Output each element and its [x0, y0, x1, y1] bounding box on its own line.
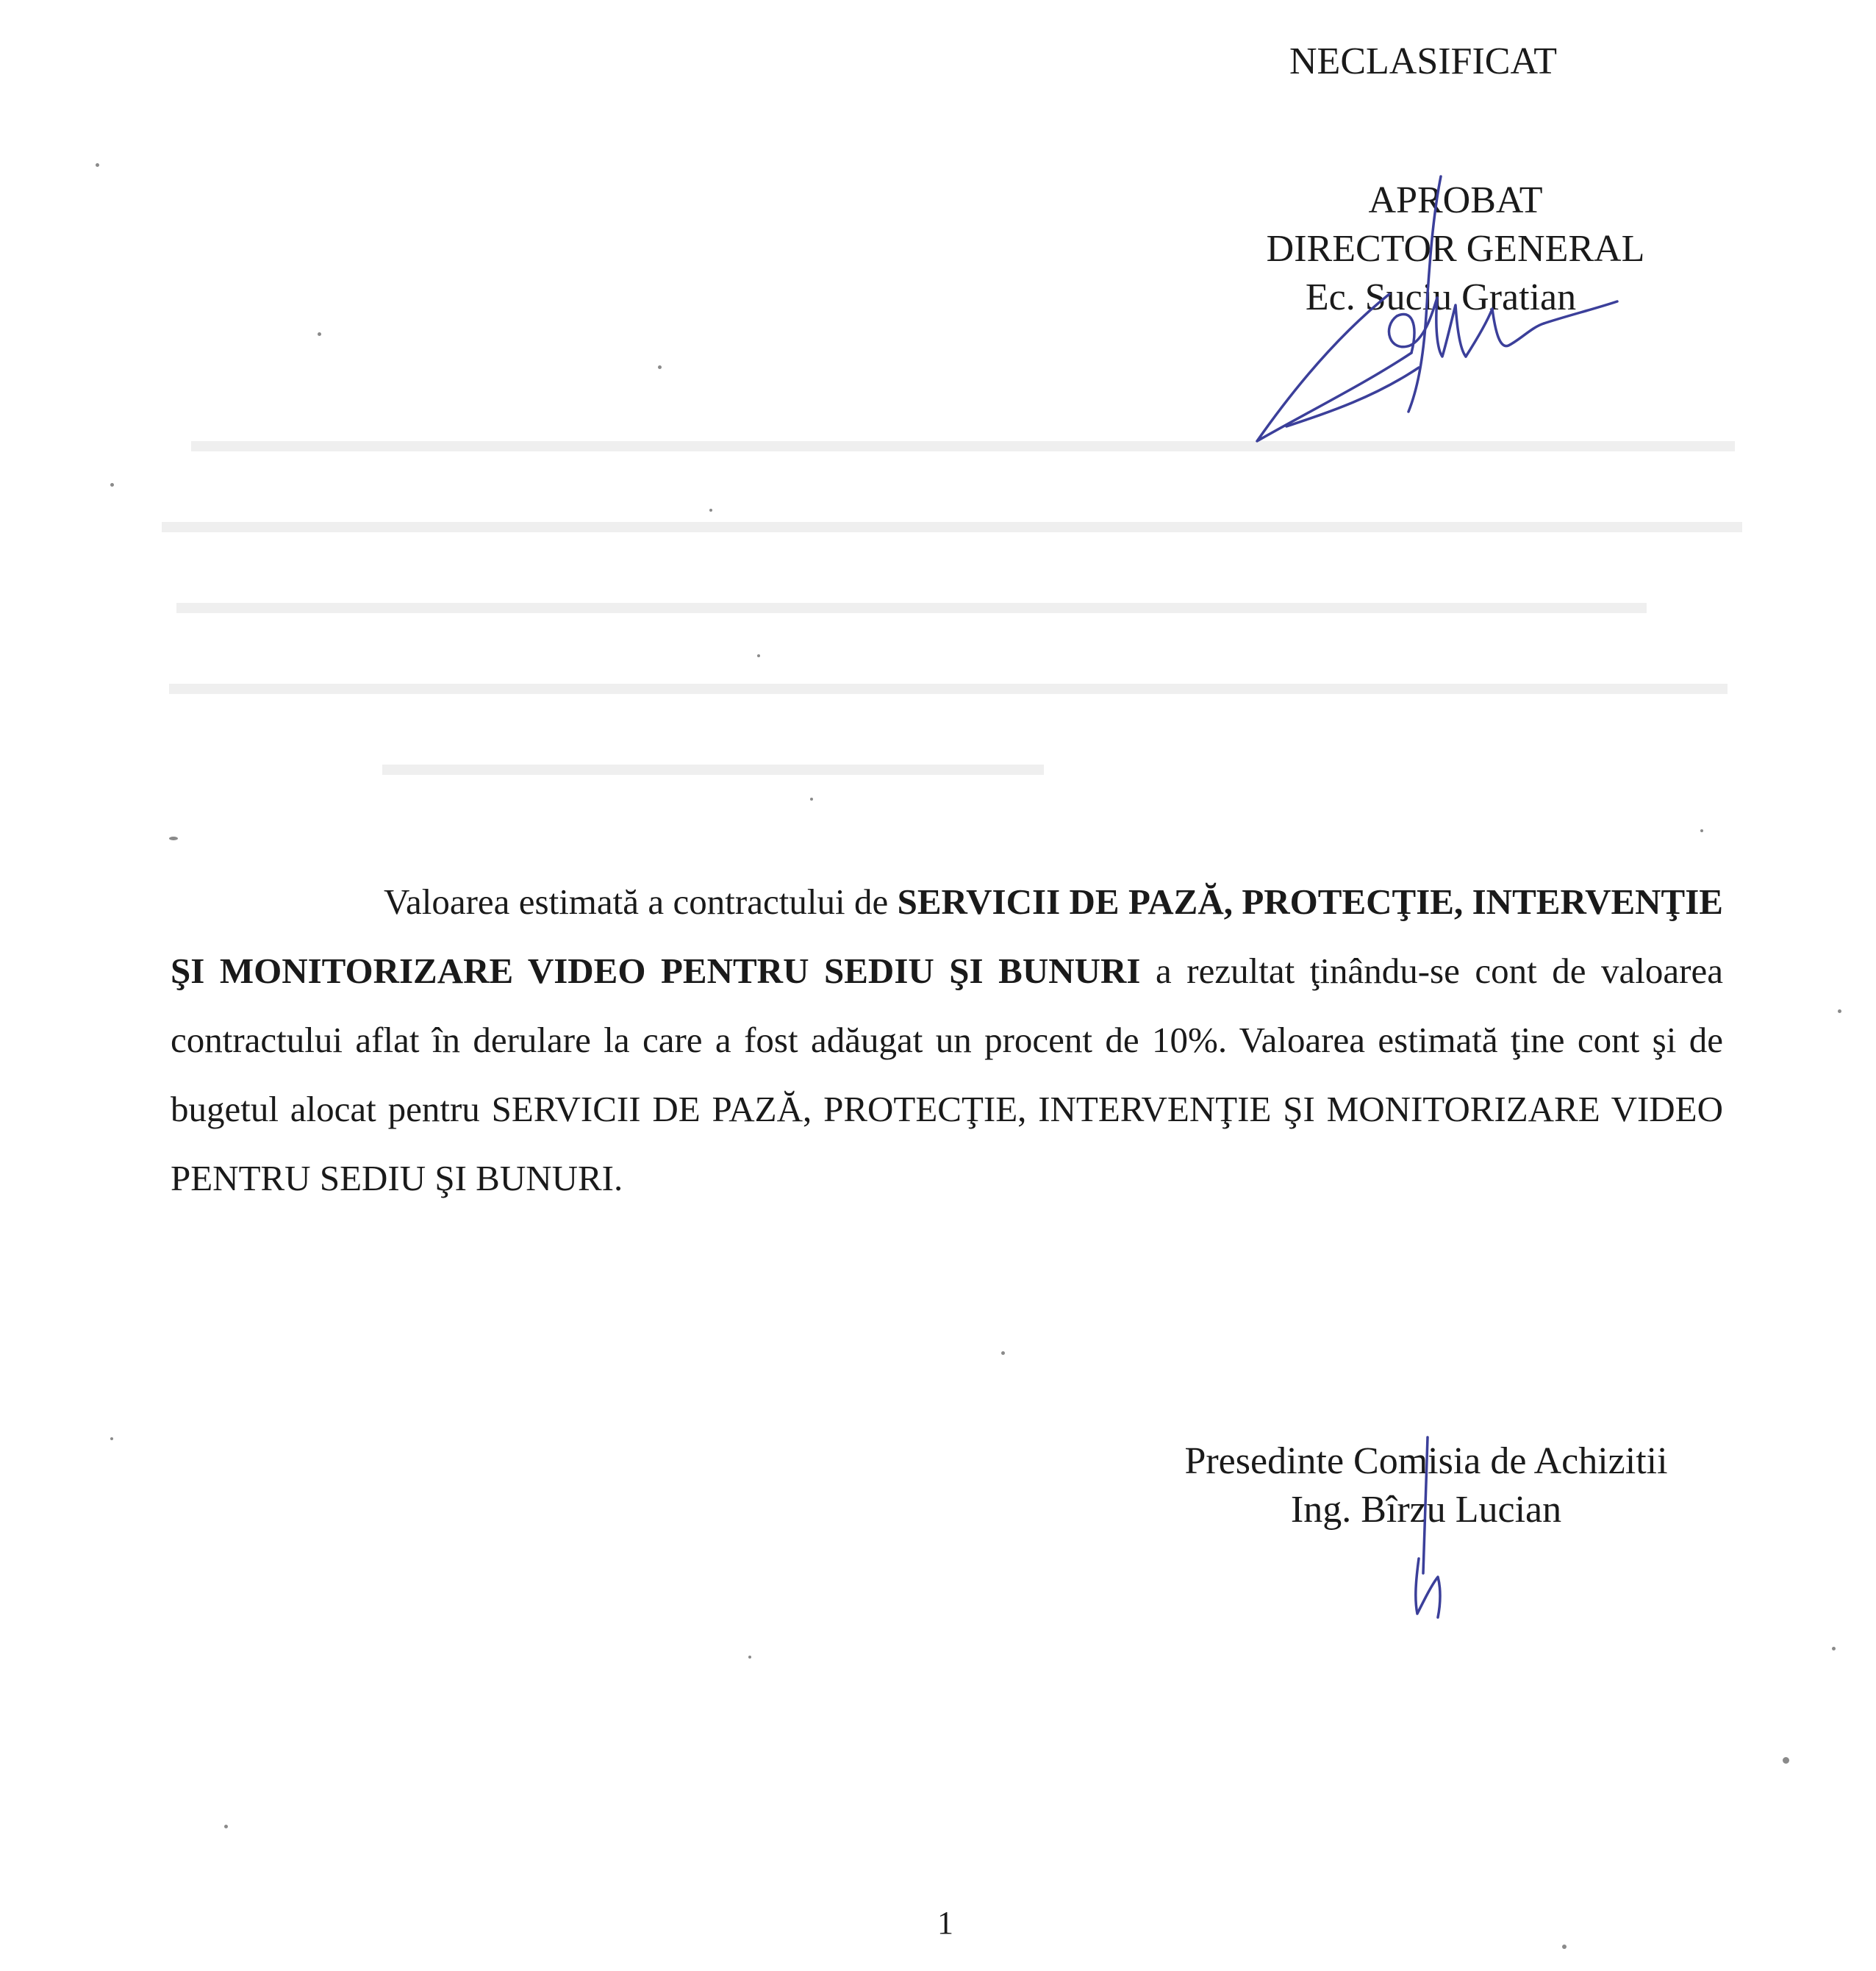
scan-show-through [162, 412, 1779, 823]
scan-speck [96, 163, 99, 167]
scan-speck [224, 1825, 228, 1828]
paragraph-rest: a rezultat ţinându-se cont de valoarea contractului aflat în derulare la care a fost adăugat un procent de 10%. Valoarea estimată ţine cont şi de bugetul alocat pentru SERVICII DE PAZĂ, PROTECŢIE, INTERVENŢIE ŞI MONITORIZARE VIDEO PENTRU SEDIU ŞI BUNURI. [171, 951, 1723, 1198]
scan-speck [318, 332, 321, 336]
scan-speck [748, 1656, 751, 1659]
scan-speck [810, 798, 813, 801]
president-signature [1389, 1434, 1478, 1625]
scan-speck [1562, 1945, 1567, 1949]
paragraph-intro: Valoarea estimată a contractului de [384, 881, 898, 922]
president-name: Ing. Bîrzu Lucian [1290, 1489, 1562, 1531]
estimate-paragraph [171, 868, 1723, 1213]
scan-speck [1700, 829, 1703, 832]
director-signature [1242, 169, 1625, 463]
classification-label: NECLASIFICAT [1289, 40, 1558, 82]
scan-speck [169, 837, 178, 840]
scan-speck [709, 509, 712, 512]
scan-speck [1838, 1009, 1841, 1013]
scan-speck [1832, 1647, 1836, 1650]
page-number: 1 [937, 1905, 953, 1941]
scan-speck [1783, 1757, 1789, 1764]
approval-status: APROBAT [1368, 179, 1543, 221]
scan-speck [110, 1437, 113, 1440]
scan-speck [1001, 1351, 1005, 1355]
contract-title: SERVICII DE PAZĂ, PROTECŢIE, INTERVENŢIE ŞI MONITORIZARE VIDEO PENTRU SEDIU ŞI BUNURI [171, 881, 1723, 991]
scan-speck [110, 483, 114, 487]
president-role: Presedinte Comisia de Achizitii [1184, 1440, 1668, 1482]
scan-speck [658, 365, 662, 369]
scan-speck [757, 654, 760, 657]
approver-role: DIRECTOR GENERAL [1266, 228, 1645, 270]
approver-name: Ec. Suciu Gratian [1305, 276, 1577, 318]
